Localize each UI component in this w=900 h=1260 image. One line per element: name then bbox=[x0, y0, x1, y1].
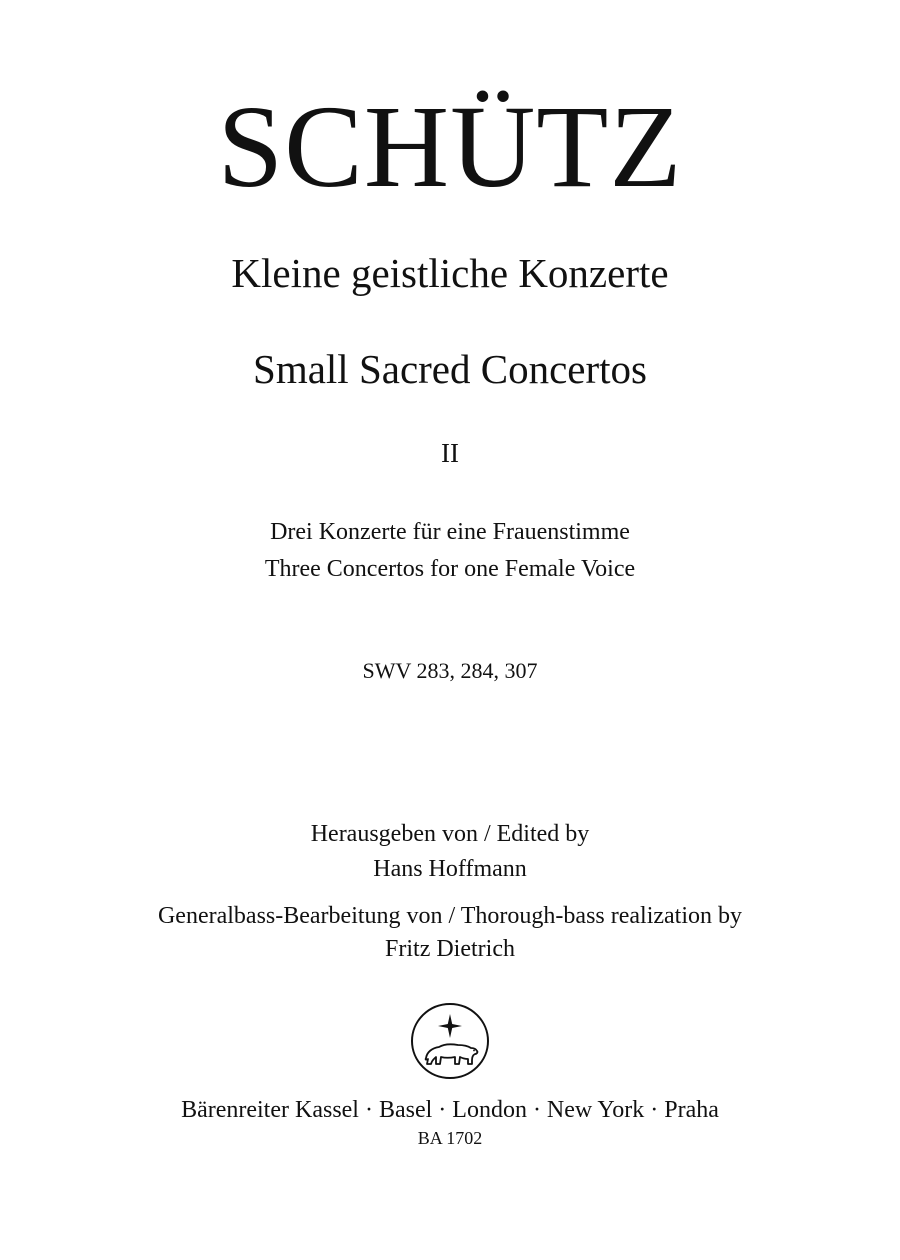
publisher-cities: Bärenreiter Kassel · Basel · London · New York · Praha bbox=[181, 1097, 719, 1123]
title-english: Small Sacred Concertos bbox=[253, 346, 647, 392]
continuo-realization-name: Fritz Dietrich bbox=[385, 936, 515, 962]
continuo-realization-label: Generalbass-Bearbeitung von / Thorough-bass realization by bbox=[157, 903, 743, 929]
subtitle-german: Drei Konzerte für eine Frauenstimme bbox=[270, 519, 630, 545]
volume-number: II bbox=[441, 438, 459, 468]
editor-label: Herausgeben von / Edited by bbox=[310, 821, 590, 847]
edition-number: BA 1702 bbox=[417, 1128, 483, 1148]
subtitle-english: Three Concertos for one Female Voice bbox=[264, 556, 636, 582]
swv-catalogue-numbers: SWV 283, 284, 307 bbox=[362, 658, 538, 683]
title-german: Kleine geistliche Konzerte bbox=[231, 250, 669, 296]
baerenreiter-bear-star-logo-icon bbox=[410, 1002, 490, 1080]
editor-name: Hans Hoffmann bbox=[373, 856, 527, 882]
composer-name: SCHÜTZ bbox=[217, 81, 683, 212]
